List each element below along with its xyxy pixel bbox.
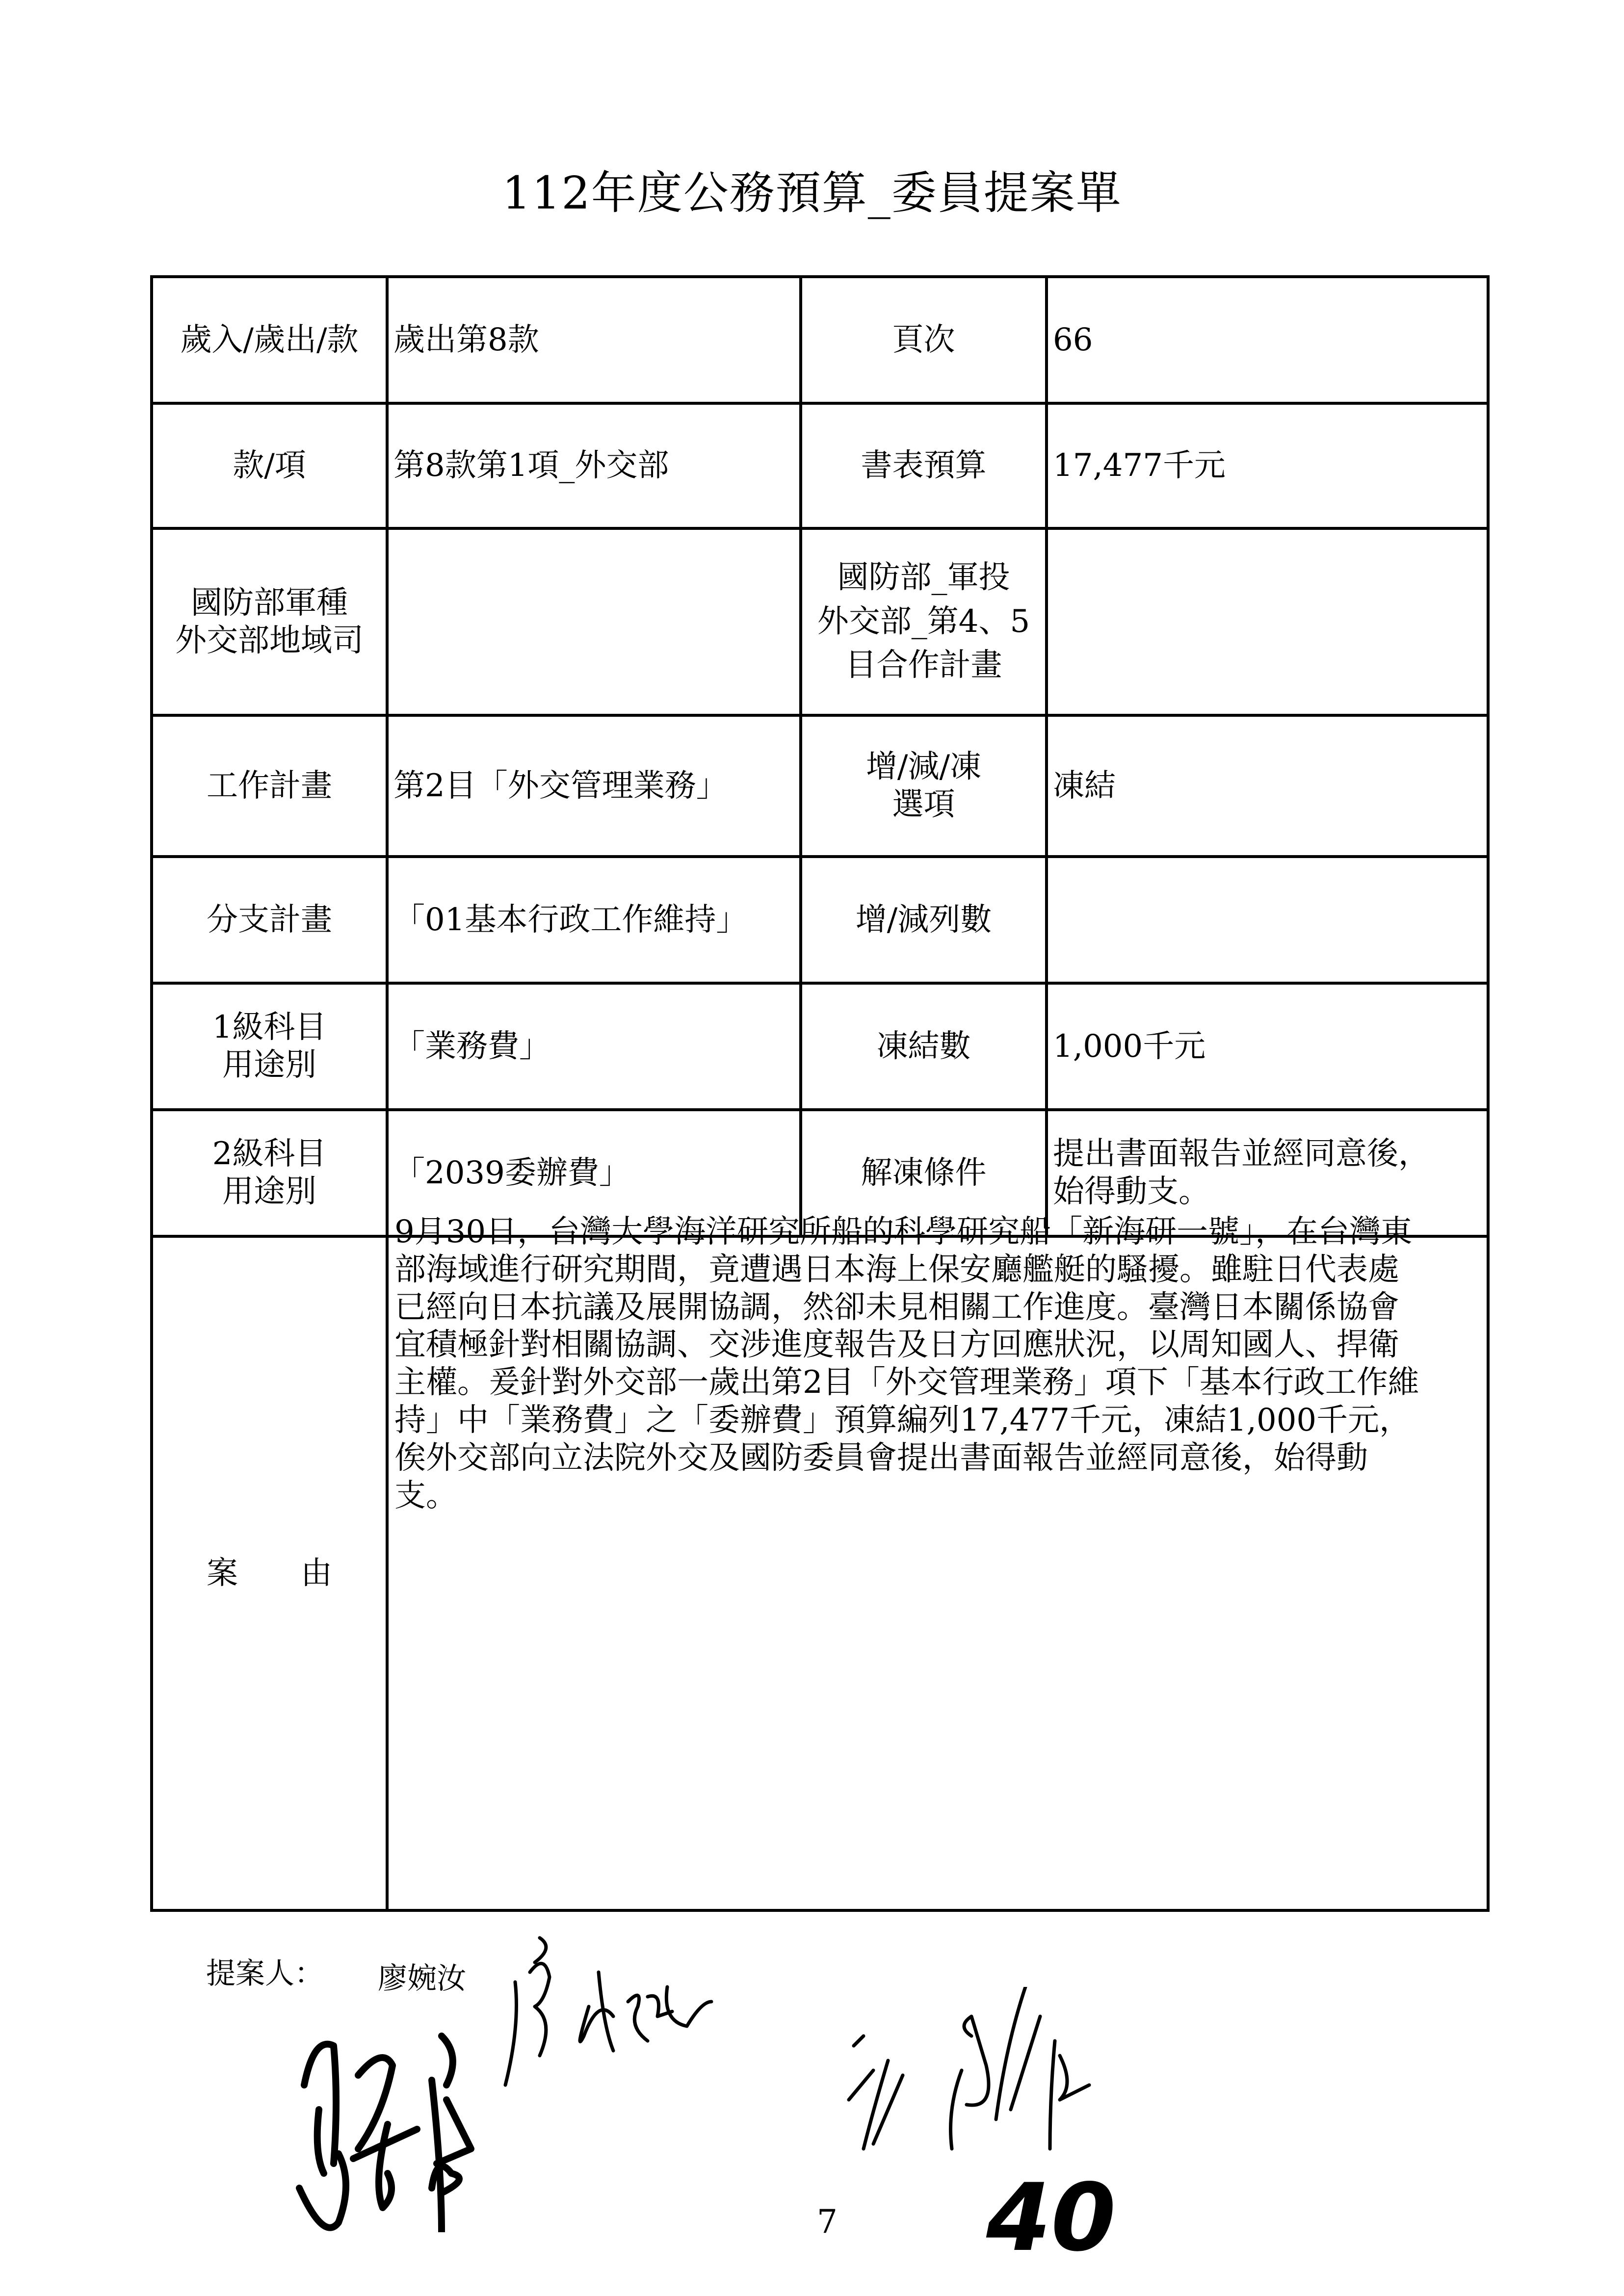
field-value: 第8款第1項_外交部 <box>387 403 801 528</box>
reason-line: 部海域進行研究期間，竟遭遇日本海上保安廳艦艇的騷擾。雖駐日代表處 <box>394 1251 1399 1288</box>
field-label: 國防部軍種 外交部地域司 <box>152 528 387 715</box>
field-value: 「業務費」 <box>387 983 801 1110</box>
signature-3 <box>844 1987 1197 2183</box>
page-title: 112年度公務預算_委員提案單 <box>502 167 1122 219</box>
field-label: 國防部_軍投 外交部_第4、5 目合作計畫 <box>801 528 1047 715</box>
signature-2 <box>294 2026 550 2232</box>
form-row <box>152 403 1488 528</box>
field-value: 「2039委辦費」 <box>387 1110 801 1236</box>
field-label: 頁次 <box>801 277 1047 403</box>
reason-line: 支。 <box>394 1477 457 1514</box>
handwritten-number: 40 <box>986 2164 1116 2272</box>
form-row <box>152 277 1488 403</box>
field-label: 工作計畫 <box>152 715 387 857</box>
field-value <box>1047 528 1488 715</box>
field-label: 款/項 <box>152 403 387 528</box>
reason-line: 已經向日本抗議及展開協調，然卻未見相關工作進度。臺灣日本關係協會 <box>394 1289 1399 1326</box>
field-value: 66 <box>1047 277 1488 403</box>
field-label: 凍結數 <box>801 983 1047 1110</box>
form-row <box>152 983 1488 1110</box>
form-row <box>152 715 1488 857</box>
field-label: 歲入/歲出/款 <box>152 277 387 403</box>
field-value: 1,000千元 <box>1047 983 1488 1110</box>
field-label: 增/減/凍 選項 <box>801 715 1047 857</box>
reason-line: 持」中「業務費」之「委辦費」預算編列17,477千元，凍結1,000千元， <box>394 1402 1411 1438</box>
reason-line: 主權。爰針對外交部一歲出第2目「外交管理業務」項下「基本行政工作維 <box>394 1364 1419 1401</box>
field-value: 第2目「外交管理業務」 <box>387 715 801 857</box>
reason-text <box>387 1214 1488 1910</box>
page-number: 7 <box>817 2203 838 2241</box>
field-value: 歲出第8款 <box>387 277 801 403</box>
proposer-name: 廖婉汝 <box>378 1961 466 1996</box>
field-label: 分支計畫 <box>152 857 387 983</box>
field-label: 2級科目 用途別 <box>152 1110 387 1236</box>
field-value: 17,477千元 <box>1047 403 1488 528</box>
field-label: 書表預算 <box>801 403 1047 528</box>
field-value <box>1047 857 1488 983</box>
field-value <box>387 528 801 715</box>
reason-line: 宜積極針對相關協調、交涉進度報告及日方回應狀況，以周知國人、捍衛 <box>394 1327 1399 1363</box>
reason-line: 9月30日，台灣大學海洋研究所船的科學研究船「新海研一號」，在台灣東 <box>394 1214 1413 1250</box>
field-label: 增/減列數 <box>801 857 1047 983</box>
proposer-label: 提案人： <box>206 1957 324 1991</box>
field-value: 「01基本行政工作維持」 <box>387 857 801 983</box>
reason-line: 俟外交部向立法院外交及國防委員會提出書面報告並經同意後，始得動 <box>394 1439 1368 1476</box>
reason-label: 案 由 <box>152 1236 387 1910</box>
proposal-form-table <box>150 275 1490 1912</box>
field-value: 提出書面報告並經同意後， 始得動支。 <box>1047 1110 1488 1236</box>
form-row <box>152 528 1488 715</box>
field-label: 解凍條件 <box>801 1110 1047 1236</box>
reason-row <box>152 1236 1488 1910</box>
field-value: 凍結 <box>1047 715 1488 857</box>
form-row <box>152 857 1488 983</box>
field-label: 1級科目 用途別 <box>152 983 387 1110</box>
